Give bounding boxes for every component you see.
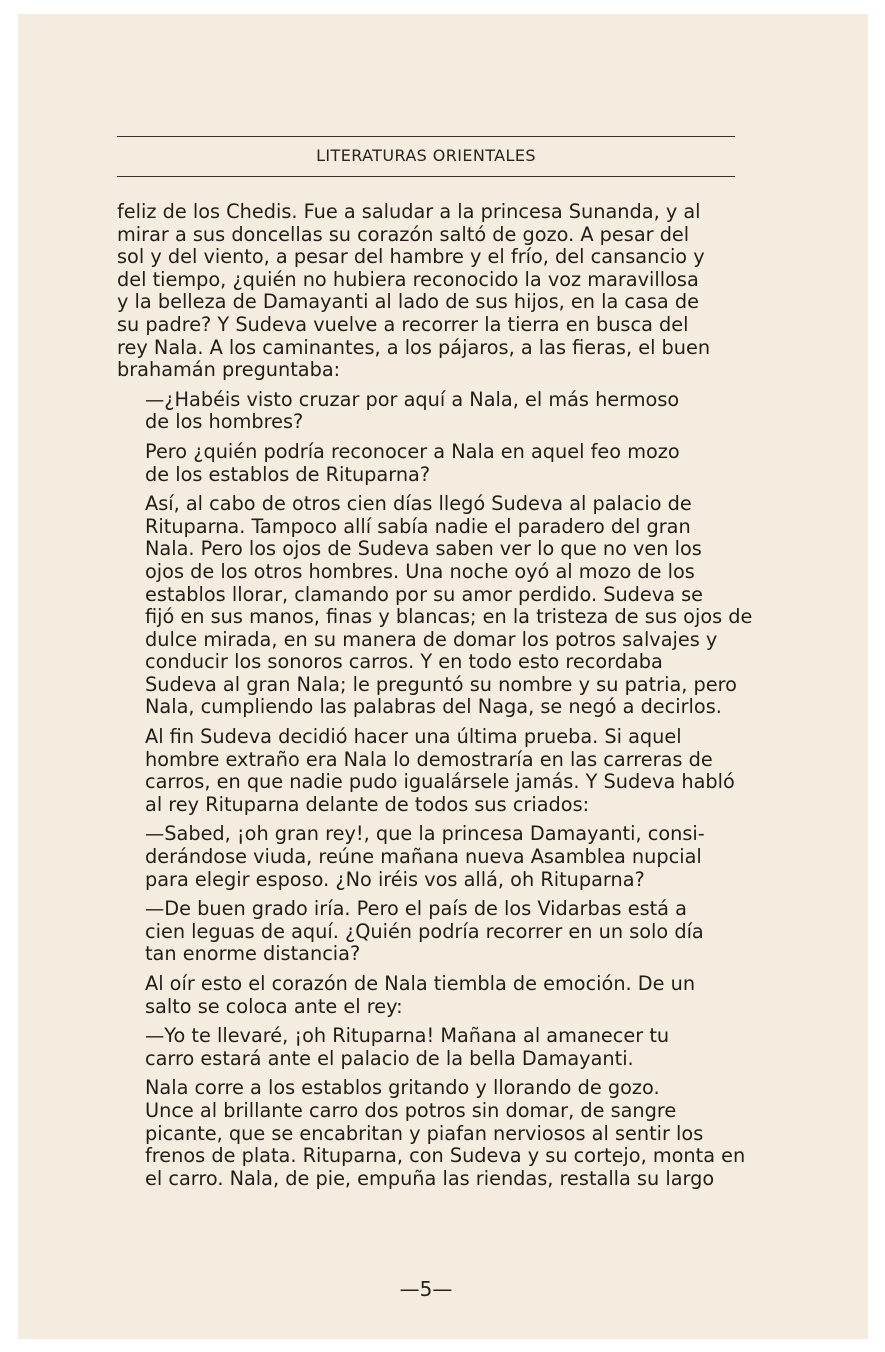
text-line: y la belleza de Damayanti al lado de sus hijos, en la casa de [117,290,699,314]
paragraph [117,898,738,966]
header-rule-bottom [117,176,735,177]
text-line: al rey Rituparna delante de todos sus criados: [145,792,590,816]
text-line: picante, que se encabritan y piafan nerviosos al sentir los [145,1121,704,1145]
text-line: ojos de los otros hombres. Una noche oyó al mozo de los [145,559,695,583]
text-line: —Yo te llevaré, ¡oh Rituparna! Mañana al amanecer tu [145,1024,670,1048]
text-line: su padre? Y Sudeva vuelve a recorrer la tierra en busca del [117,312,689,336]
paragraph [117,823,738,891]
text-line: de los establos de Rituparna? [145,462,431,486]
text-line: feliz de los Chedis. Fue a saludar a la princesa Sunanda, y al [117,200,701,223]
text-line: Nala corre a los establos gritando y llorando de gozo. [145,1076,660,1100]
text-line: —Sabed, ¡oh gran rey!, que la princesa Damayanti, consi- [145,822,705,846]
text-line: establos llorar, clamando por su amor perdido. Sudeva se [145,582,704,606]
header-rule-top [117,136,735,137]
text-line: tan enorme distancia? [145,942,361,966]
paragraph [117,1025,738,1070]
paragraph [117,441,738,486]
page-number: —5— [399,1277,453,1301]
paragraph [117,201,738,382]
text-line: derándose viuda, reúne mañana nueva Asamblea nupcial [145,845,702,869]
text-line: mirar a sus doncellas su corazón saltó de gozo. A pesar del [117,222,690,246]
paragraph [117,389,738,434]
running-header: LITERATURAS ORIENTALES [316,146,536,165]
text-line: sol y del viento, a pesar del hambre y el frío, del cansancio y [117,245,705,269]
text-line: brahamán preguntaba: [117,358,341,382]
text-line: conducir los sonoros carros. Y en todo esto recordaba [145,650,663,674]
text-line: frenos de plata. Rituparna, con Sudeva y su cortejo, monta en [145,1144,746,1168]
text-line: Unce al brillante carro dos potros sin domar, de sangre [145,1098,677,1122]
text-line: Así, al cabo de otros cien días llegó Sudeva al palacio de [145,492,692,516]
text-line: Rituparna. Tampoco allí sabía nadie el paradero del gran [145,514,691,538]
paragraph [117,1076,746,1190]
text-line: salto se coloca ante el rey: [145,994,403,1018]
text-line: —De buen grado iría. Pero el país de los Vidarbas está a [145,897,687,921]
paragraph [117,492,753,719]
text-line: —¿Habéis visto cruzar por aquí a Nala, el más hermoso [145,387,680,411]
text-line: carro estará ante el palacio de la bella Damayanti. [145,1046,634,1070]
paragraph [117,726,738,816]
text-line: Nala, cumpliendo las palabras del Naga, se negó a decirlos. [145,695,722,719]
text-line: hombre extraño era Nala lo demostraría en las carreras de [145,747,713,771]
text-line: carros, en que nadie pudo igualársele jamás. Y Sudeva habló [145,770,735,794]
text-line: dulce mirada, en su manera de domar los potros salvajes y [145,627,718,651]
text-line: Sudeva al gran Nala; le preguntó su nombre y su patria, pero [145,672,737,696]
text-line: fijó en sus manos, finas y blancas; en la tristeza de sus ojos de [145,605,753,629]
text-line: rey Nala. A los caminantes, a los pájaros, a las fieras, el buen [117,335,711,359]
text-line: de los hombres? [145,410,304,434]
body-text [117,200,753,1197]
text-line: Nala. Pero los ojos de Sudeva saben ver lo que no ven los [145,537,702,561]
text-line: cien leguas de aquí. ¿Quién podría recorrer en un solo día [145,919,704,943]
text-line: el carro. Nala, de pie, empuña las riendas, restalla su largo [145,1166,715,1190]
text-line: Pero ¿quién podría reconocer a Nala en aquel feo mozo [145,439,680,463]
text-line: Al fin Sudeva decidió hacer una última prueba. Si aquel [145,725,682,749]
text-line: Al oír esto el corazón de Nala tiembla de emoción. De un [145,972,696,995]
text-line: del tiempo, ¿quién no hubiera reconocido la voz maravillosa [117,267,699,291]
paragraph [117,973,738,1018]
text-line: para elegir esposo. ¿No iréis vos allá, oh Rituparna? [145,867,645,891]
